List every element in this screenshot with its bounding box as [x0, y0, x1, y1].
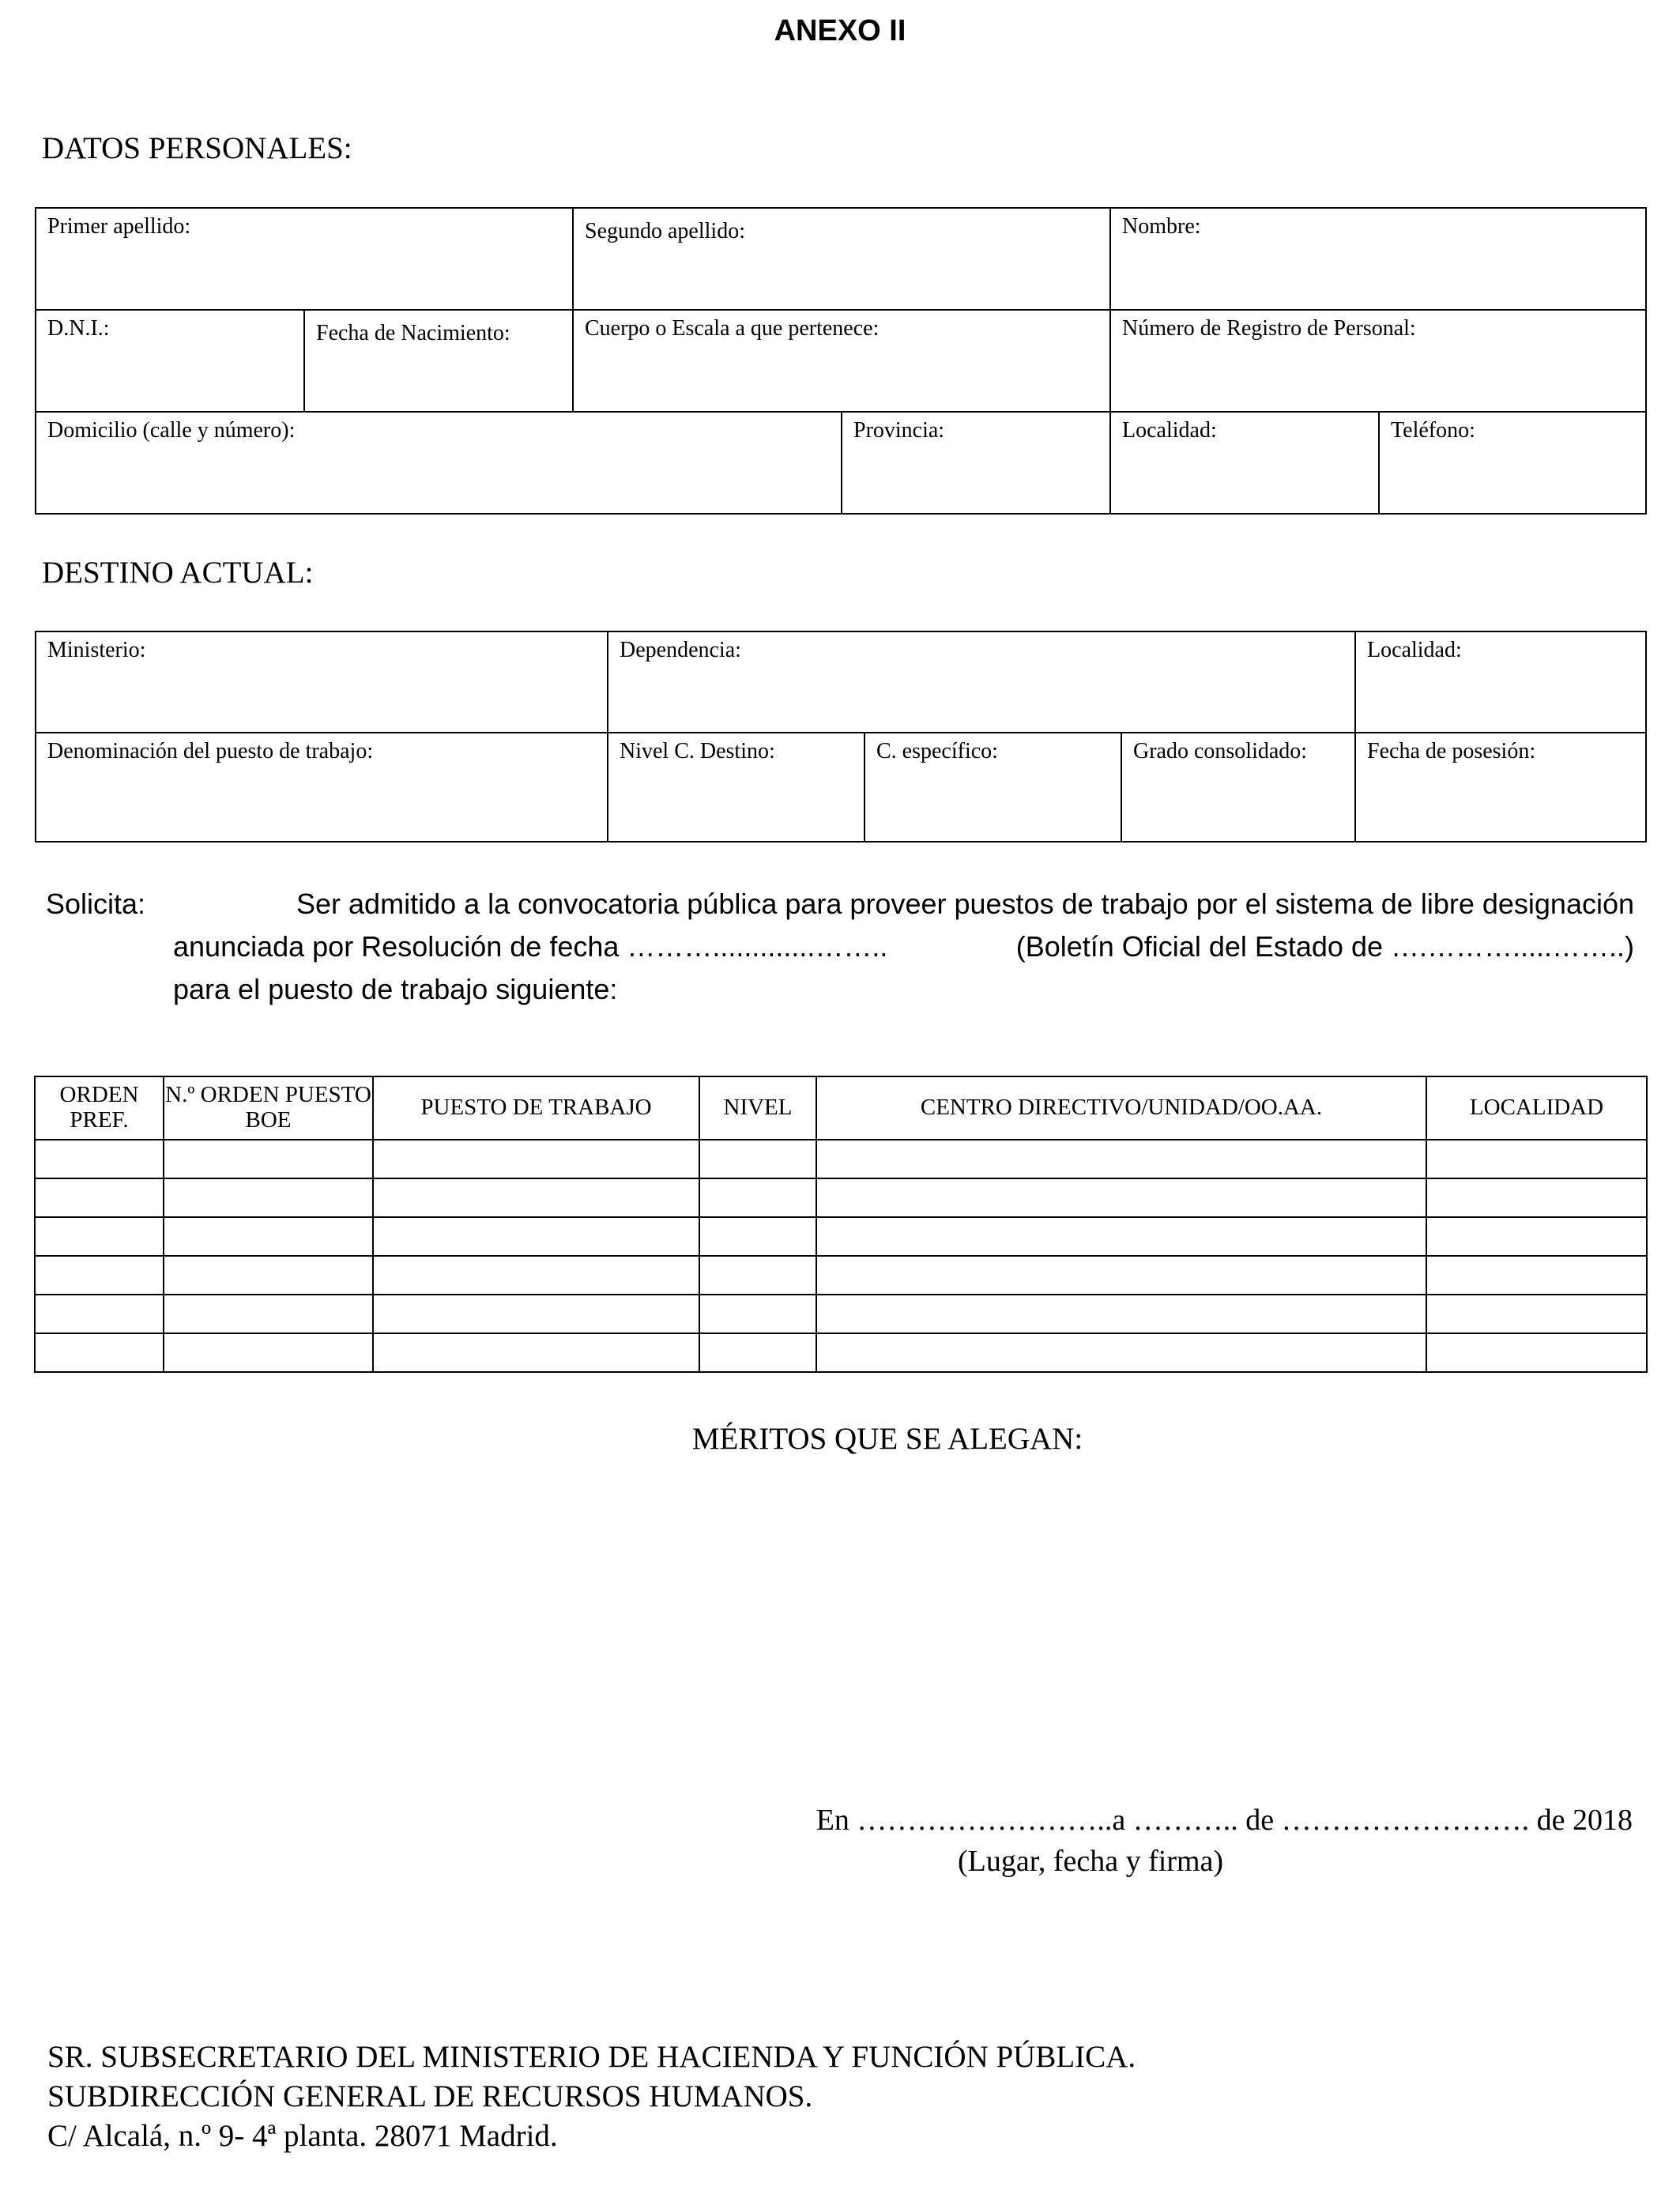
ministerio-field[interactable]	[36, 631, 608, 733]
table-cell[interactable]	[373, 1217, 699, 1256]
puestos-table	[34, 1076, 1648, 1373]
solicita-text-1: Ser admitido a la convocatoria pública para proveer puestos de trabajo por el sistema de libre designación	[296, 888, 1634, 920]
dependencia-label: Dependencia:	[620, 638, 741, 662]
cuerpo-escala-field[interactable]	[573, 310, 1110, 412]
table-cell[interactable]	[1426, 1140, 1647, 1178]
signature-date-line[interactable]: En ……………………..a ……….. de ……………………. de 2018	[816, 1804, 1633, 1837]
addressee-line-1: SR. SUBSECRETARIO DEL MINISTERIO DE HACIENDA Y FUNCIÓN PÚBLICA.	[47, 2040, 1136, 2074]
table-cell[interactable]	[699, 1333, 816, 1372]
table-cell[interactable]	[699, 1178, 816, 1217]
nivel-destino-label: Nivel C. Destino:	[620, 739, 775, 763]
header-puesto: PUESTO DE TRABAJO	[373, 1076, 699, 1140]
table-cell[interactable]	[1426, 1256, 1647, 1295]
table-cell[interactable]	[373, 1295, 699, 1333]
header-nivel: NIVEL	[699, 1076, 816, 1140]
addressee-block	[47, 2038, 1136, 2156]
table-cell[interactable]	[699, 1140, 816, 1178]
table-cell[interactable]	[35, 1140, 164, 1178]
denominacion-label: Denominación del puesto de trabajo:	[47, 739, 374, 763]
table-row	[35, 1333, 1647, 1372]
addressee-line-3: C/ Alcalá, n.º 9- 4ª planta. 28071 Madrid.	[47, 2119, 558, 2153]
table-cell[interactable]	[164, 1256, 373, 1295]
domicilio-label: Domicilio (calle y número):	[47, 418, 296, 443]
meritos-heading: MÉRITOS QUE SE ALEGAN:	[691, 1422, 1083, 1456]
table-cell[interactable]	[699, 1217, 816, 1256]
segundo-apellido-field[interactable]	[573, 208, 1110, 310]
table-cell[interactable]	[816, 1295, 1426, 1333]
fecha-posesion-label: Fecha de posesión:	[1367, 739, 1536, 763]
telefono-label: Teléfono:	[1391, 418, 1475, 443]
segundo-apellido-label: Segundo apellido:	[585, 219, 745, 243]
table-cell[interactable]	[373, 1178, 699, 1217]
table-row	[35, 1217, 1647, 1256]
table-cell[interactable]	[35, 1256, 164, 1295]
table-cell[interactable]	[699, 1295, 816, 1333]
provincia-field[interactable]	[842, 412, 1110, 514]
grado-label: Grado consolidado:	[1133, 739, 1308, 763]
cuerpo-escala-label: Cuerpo o Escala a que pertenece:	[585, 316, 880, 341]
table-cell[interactable]	[699, 1256, 816, 1295]
nrp-label: Número de Registro de Personal:	[1122, 316, 1416, 341]
annex-title: ANEXO II	[774, 14, 906, 47]
signature-caption: (Lugar, fecha y firma)	[958, 1845, 1224, 1878]
personal-data-form	[35, 207, 1647, 515]
solicita-text-2a: anunciada por Resolución de fecha ……….............……..	[173, 930, 888, 963]
solicita-paragraph	[46, 883, 1634, 1011]
localidad-label: Localidad:	[1122, 418, 1217, 443]
table-cell[interactable]	[1426, 1295, 1647, 1333]
table-cell[interactable]	[35, 1295, 164, 1333]
header-orden-pref: ORDEN PREF.	[35, 1076, 164, 1140]
table-cell[interactable]	[164, 1178, 373, 1217]
solicita-line-2	[46, 925, 1634, 968]
header-centro: CENTRO DIRECTIVO/UNIDAD/OO.AA.	[816, 1076, 1426, 1140]
personal-data-heading: DATOS PERSONALES:	[42, 131, 352, 165]
table-cell[interactable]	[164, 1140, 373, 1178]
nombre-field[interactable]	[1110, 208, 1646, 310]
table-cell[interactable]	[35, 1217, 164, 1256]
header-localidad: LOCALIDAD	[1426, 1076, 1647, 1140]
destino-localidad-field[interactable]	[1355, 631, 1646, 733]
table-row	[35, 1178, 1647, 1217]
especifico-field[interactable]	[864, 733, 1121, 842]
nrp-field[interactable]	[1110, 310, 1646, 412]
table-row	[35, 1295, 1647, 1333]
table-row	[35, 1256, 1647, 1295]
grado-field[interactable]	[1121, 733, 1355, 842]
puestos-table-header	[35, 1076, 1647, 1140]
destino-form	[35, 631, 1647, 843]
table-cell[interactable]	[373, 1333, 699, 1372]
dni-label: D.N.I.:	[47, 316, 110, 341]
table-row	[35, 1140, 1647, 1178]
table-cell[interactable]	[1426, 1217, 1647, 1256]
nombre-label: Nombre:	[1122, 214, 1201, 239]
addressee-line-2: SUBDIRECCIÓN GENERAL DE RECURSOS HUMANOS.	[47, 2079, 813, 2113]
nivel-destino-field[interactable]	[608, 733, 864, 842]
table-cell[interactable]	[164, 1217, 373, 1256]
table-cell[interactable]	[164, 1295, 373, 1333]
destino-localidad-label: Localidad:	[1367, 638, 1462, 662]
telefono-field[interactable]	[1379, 412, 1646, 514]
denominacion-field[interactable]	[36, 733, 608, 842]
fecha-nacimiento-field[interactable]	[304, 310, 573, 412]
solicita-text-2b: (Boletín Oficial del Estado de ….……….....……..)	[1015, 930, 1634, 963]
table-cell[interactable]	[35, 1333, 164, 1372]
primer-apellido-label: Primer apellido:	[47, 214, 191, 239]
provincia-label: Provincia:	[853, 418, 945, 443]
fecha-nacimiento-label: Fecha de Nacimiento:	[316, 321, 510, 345]
solicita-line-1	[46, 883, 1634, 925]
domicilio-field[interactable]	[36, 412, 842, 514]
table-cell[interactable]	[164, 1333, 373, 1372]
table-cell[interactable]	[816, 1140, 1426, 1178]
fecha-posesion-field[interactable]	[1355, 733, 1646, 842]
table-cell[interactable]	[816, 1256, 1426, 1295]
table-cell[interactable]	[373, 1140, 699, 1178]
localidad-field[interactable]	[1110, 412, 1379, 514]
table-cell[interactable]	[816, 1217, 1426, 1256]
table-cell[interactable]	[1426, 1178, 1647, 1217]
ministerio-label: Ministerio:	[47, 638, 146, 662]
table-cell[interactable]	[816, 1333, 1426, 1372]
table-cell[interactable]	[35, 1178, 164, 1217]
dependencia-field[interactable]	[608, 631, 1355, 733]
header-orden-boe: N.º ORDEN PUESTO BOE	[164, 1076, 373, 1140]
table-cell[interactable]	[816, 1178, 1426, 1217]
especifico-label: C. específico:	[876, 739, 998, 763]
primer-apellido-field[interactable]	[36, 208, 573, 310]
solicita-line-3: para el puesto de trabajo siguiente:	[173, 973, 618, 1005]
table-cell[interactable]	[1426, 1333, 1647, 1372]
destino-heading: DESTINO ACTUAL:	[42, 556, 314, 590]
solicita-label: Solicita:	[46, 888, 146, 920]
table-cell[interactable]	[373, 1256, 699, 1295]
dni-field[interactable]	[36, 310, 304, 412]
